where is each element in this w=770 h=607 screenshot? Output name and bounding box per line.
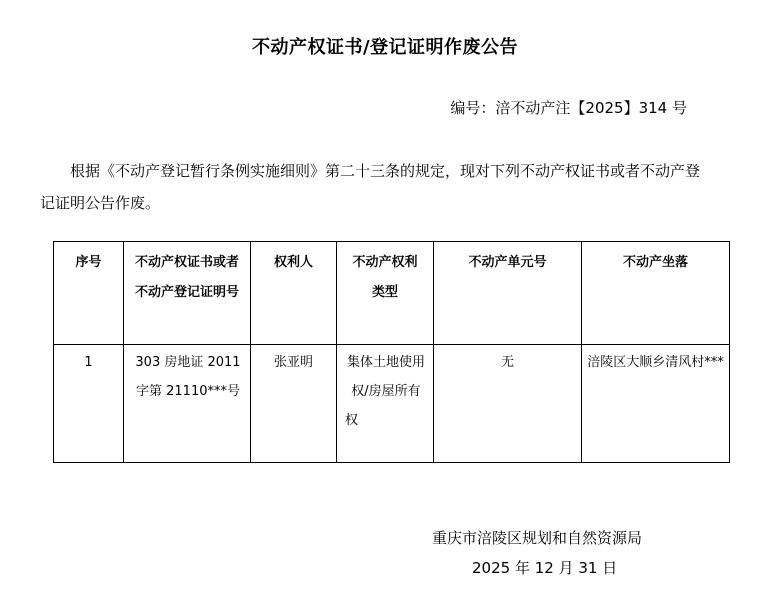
issuing-authority: 重庆市涪陵区规划和自然资源局: [432, 529, 643, 547]
header-owner: 权利人: [251, 242, 337, 345]
cell-cert-no: 303 房地证 2011 字第 21110***号: [124, 345, 251, 463]
cell-seq: 1: [54, 345, 124, 463]
table-header-row: [54, 242, 730, 345]
header-cert-no: [124, 242, 251, 345]
cancellation-table: [53, 241, 730, 463]
header-right-type-line1: 不动产权利: [352, 255, 418, 270]
issue-date: 2025 年 12 月 31 日: [472, 559, 618, 577]
cell-right-type: 集体土地使用权/房屋所有权: [337, 345, 434, 463]
header-seq: 序号: [54, 242, 124, 345]
header-right-type-line2: 类型: [371, 285, 398, 300]
cell-owner: 张亚明: [251, 345, 337, 463]
header-unit-no: 不动产单元号: [434, 242, 582, 345]
header-cert-no-line1: 不动产权证书或者: [134, 255, 239, 270]
document-number: 编号：涪不动产注【2025】314 号: [450, 99, 687, 117]
header-right-type: [337, 242, 434, 345]
header-cert-no-line2: 不动产登记证明号: [134, 285, 239, 300]
notice-body: 根据《不动产登记暂行条例实施细则》第二十三条的规定，现对下列不动产权证书或者不动产登记证明公告作废。: [40, 162, 701, 212]
cell-location: 涪陵区大顺乡清风村***: [582, 345, 730, 463]
header-location: 不动产坐落: [582, 242, 730, 345]
notice-title: 不动产权证书/登记证明作废公告: [251, 37, 519, 58]
table-row: [54, 345, 730, 463]
cell-unit-no: 无: [434, 345, 582, 463]
